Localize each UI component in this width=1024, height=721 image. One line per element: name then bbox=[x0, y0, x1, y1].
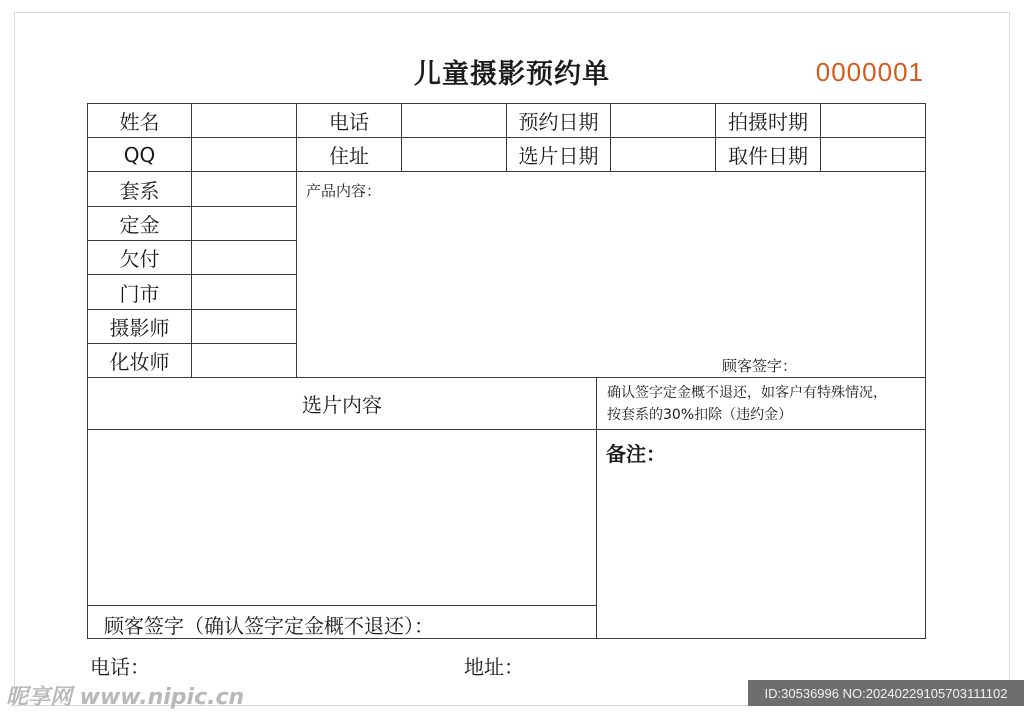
pickup-date-field[interactable] bbox=[821, 138, 925, 171]
footer-address-label: 地址： bbox=[464, 655, 524, 679]
terms-line-2: 按套系的30%扣除（违约金） bbox=[607, 407, 793, 423]
terms-line-1: 确认签字定金概不退还，如客户有特殊情况， bbox=[607, 385, 887, 401]
package-label: 套系 bbox=[119, 178, 160, 203]
makeup-artist-label: 化妆师 bbox=[109, 350, 170, 374]
booking-date-label: 预约日期 bbox=[518, 110, 599, 134]
select-date-label: 选片日期 bbox=[518, 144, 599, 168]
qq-label: QQ bbox=[123, 142, 156, 167]
customer-signature-label: 顾客签字： bbox=[722, 357, 798, 375]
balance-due-label: 欠付 bbox=[119, 247, 160, 271]
package-field[interactable] bbox=[192, 172, 296, 206]
remarks-label: 备注： bbox=[606, 442, 666, 466]
serial-number: 0000001 bbox=[815, 57, 924, 87]
select-date-field[interactable] bbox=[611, 138, 715, 171]
address-label: 住址 bbox=[329, 144, 369, 168]
store-label: 门市 bbox=[119, 281, 160, 306]
photographer-field[interactable] bbox=[192, 310, 296, 343]
name-label: 姓名 bbox=[119, 110, 160, 134]
shoot-time-field[interactable] bbox=[821, 104, 925, 137]
qq-field[interactable] bbox=[192, 138, 296, 171]
name-field[interactable] bbox=[192, 104, 296, 137]
watermark-left: 昵享网 www.nipic.cn bbox=[6, 685, 245, 710]
product-content-label: 产品内容： bbox=[306, 182, 382, 200]
watermark-right: ID:30536996 NO:20240229105703111102 bbox=[748, 680, 1024, 706]
selection-content-header: 选片内容 bbox=[302, 393, 382, 417]
form-title: 儿童摄影预约单 bbox=[414, 59, 610, 90]
booking-date-field[interactable] bbox=[611, 104, 715, 137]
address-field[interactable] bbox=[402, 138, 506, 171]
pickup-date-label: 取件日期 bbox=[728, 144, 808, 168]
shoot-time-label: 拍摄时期 bbox=[728, 110, 808, 134]
balance-due-field[interactable] bbox=[192, 241, 296, 274]
footer-phone-label: 电话： bbox=[90, 655, 150, 679]
deposit-label: 定金 bbox=[119, 213, 160, 237]
selection-content-area[interactable] bbox=[88, 430, 596, 605]
photographer-label: 摄影师 bbox=[109, 316, 170, 340]
selection-signature-label: 顾客签字（确认签字定金概不退还）： bbox=[104, 614, 434, 638]
phone-label: 电话 bbox=[329, 110, 369, 134]
deposit-field[interactable] bbox=[192, 207, 296, 240]
phone-field[interactable] bbox=[402, 104, 506, 137]
makeup-artist-field[interactable] bbox=[192, 344, 296, 377]
store-field[interactable] bbox=[192, 275, 296, 309]
